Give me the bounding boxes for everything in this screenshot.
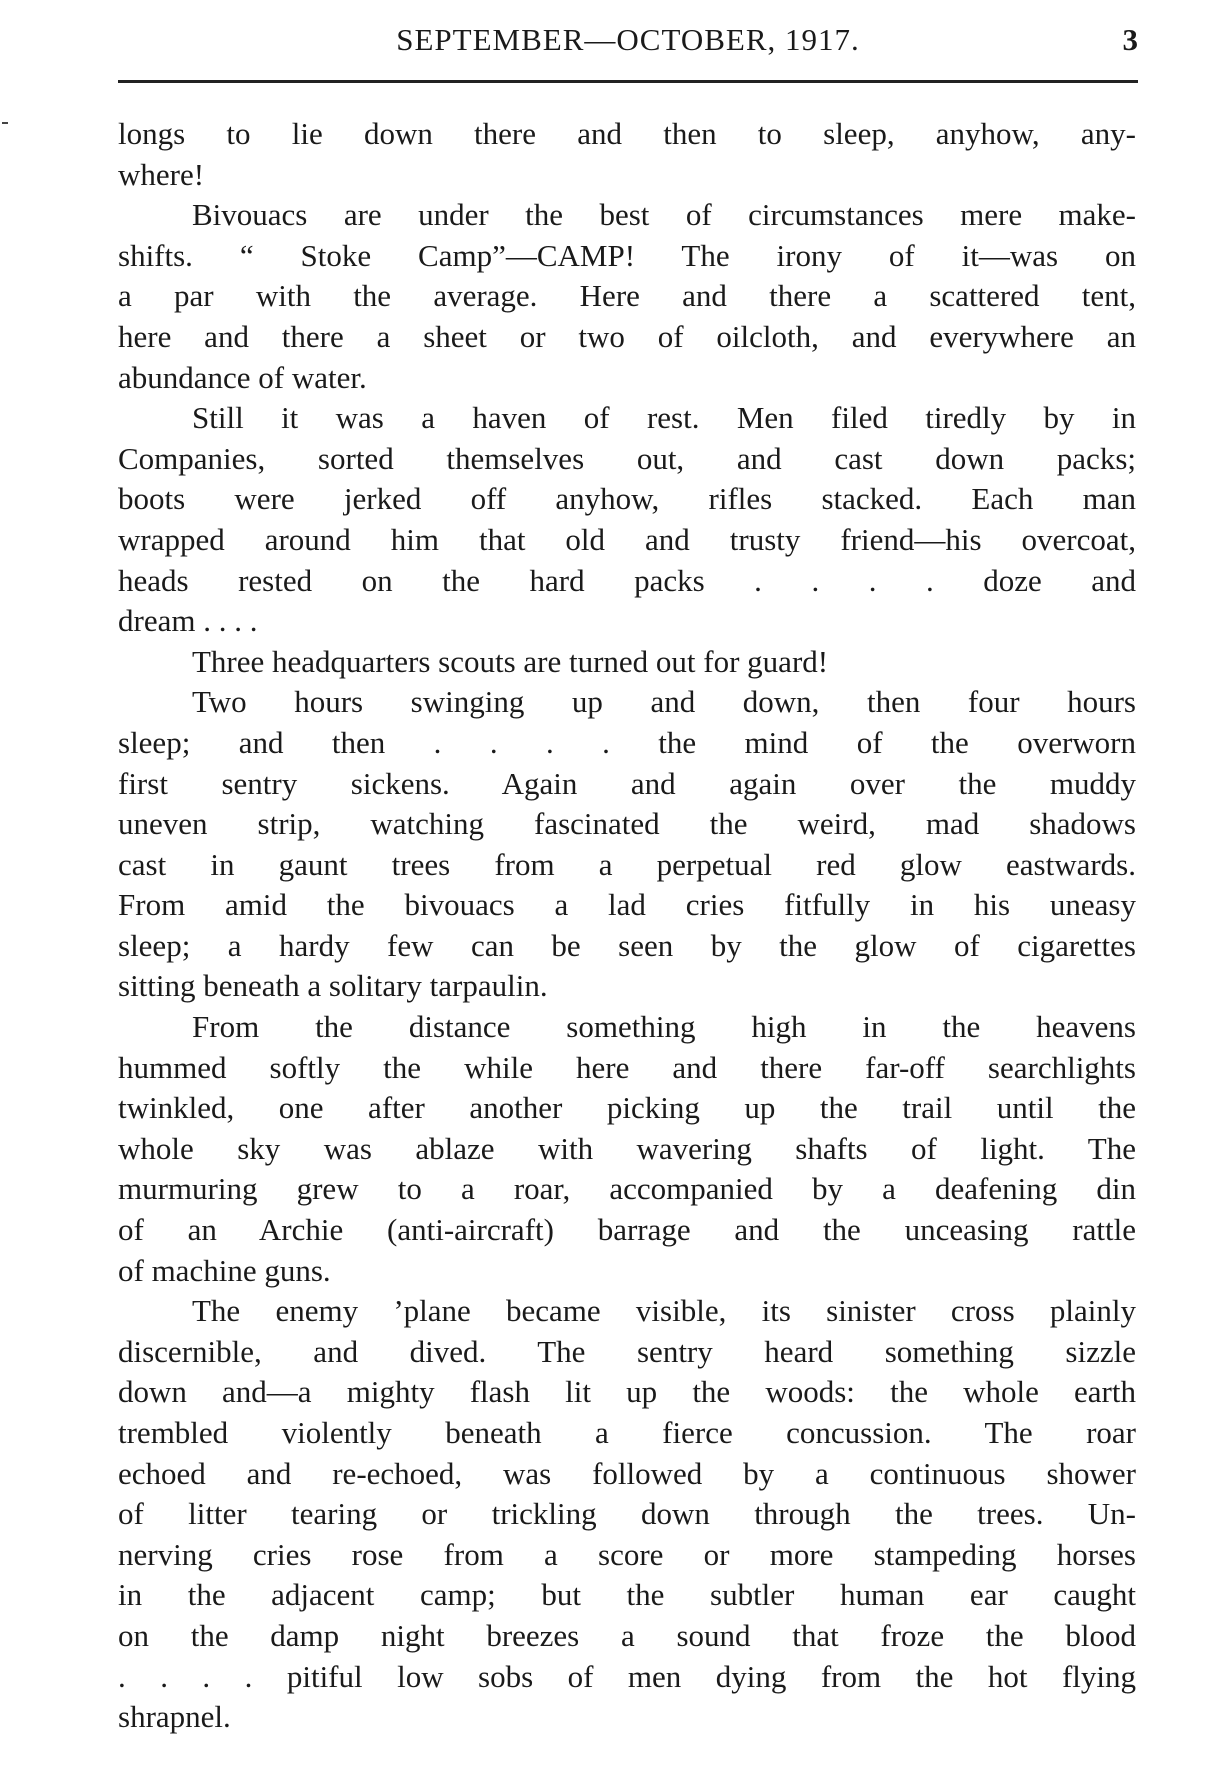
text-line: sleep; a hardy few can be seen by the glow of cigarettes xyxy=(118,927,1136,963)
running-title: SEPTEMBER—OCTOBER, 1917. xyxy=(396,22,860,57)
text-line: of an Archie (anti-aircraft) barrage and the unceasing rattle xyxy=(118,1212,1136,1248)
text-line: first sentry sickens. Again and again over the muddy xyxy=(118,765,1136,801)
text-line: . . . . pitiful low sobs of men dying from the hot flying xyxy=(118,1658,1136,1694)
text-line: Bivouacs are under the best of circumstances mere make- xyxy=(192,197,1136,233)
text-line: of litter tearing or trickling down through the trees. Un- xyxy=(118,1496,1136,1532)
text-line: longs to lie down there and then to sleep, anyhow, any- xyxy=(118,116,1136,151)
margin-tick-mark xyxy=(2,122,8,124)
text-line: down and—a mighty flash lit up the woods: the whole earth xyxy=(118,1374,1136,1410)
text-line: sitting beneath a solitary tarpaulin. xyxy=(118,968,548,1004)
text-line: Companies, sorted themselves out, and cast down packs; xyxy=(118,440,1136,476)
text-line: of machine guns. xyxy=(118,1252,331,1288)
text-line: Three headquarters scouts are turned out for guard! xyxy=(192,643,829,679)
text-line: heads rested on the hard packs . . . . doze and xyxy=(118,562,1136,598)
text-line: whole sky was ablaze with wavering shafts of light. The xyxy=(118,1130,1136,1166)
running-header xyxy=(118,22,1138,62)
text-line: dream . . . . xyxy=(118,603,258,639)
text-line: From the distance something high in the heavens xyxy=(192,1009,1136,1045)
body-text xyxy=(118,114,1136,1738)
text-line: in the adjacent camp; but the subtler human ear caught xyxy=(118,1577,1136,1613)
text-line: boots were jerked off anyhow, rifles stacked. Each man xyxy=(118,481,1136,517)
text-line: hummed softly the while here and there far-off searchlights xyxy=(118,1049,1136,1085)
header-rule xyxy=(118,80,1138,83)
text-line: here and there a sheet or two of oilcloth, and everywhere an xyxy=(118,318,1136,354)
text-line: where! xyxy=(118,156,205,192)
text-line: echoed and re-echoed, was followed by a continuous shower xyxy=(118,1455,1136,1491)
text-line: abundance of water. xyxy=(118,359,367,395)
text-line: uneven strip, watching fascinated the weird, mad shadows xyxy=(118,806,1136,842)
text-line: sleep; and then . . . . the mind of the overworn xyxy=(118,724,1136,760)
text-line: on the damp night breezes a sound that froze the blood xyxy=(118,1617,1136,1653)
text-line: Still it was a haven of rest. Men filed tiredly by in xyxy=(192,400,1136,436)
text-line: a par with the average. Here and there a scattered tent, xyxy=(118,278,1136,314)
text-line: murmuring grew to a roar, accompanied by a deafening din xyxy=(118,1171,1136,1207)
text-line: shrapnel. xyxy=(118,1699,231,1735)
text-line: From amid the bivouacs a lad cries fitfully in his uneasy xyxy=(118,887,1136,923)
text-line: The enemy ’plane became visible, its sinister cross plainly xyxy=(192,1293,1136,1329)
text-line: wrapped around him that old and trusty friend—his overcoat, xyxy=(118,521,1136,557)
text-line: twinkled, one after another picking up the trail until the xyxy=(118,1090,1136,1126)
text-line: trembled violently beneath a fierce concussion. The roar xyxy=(118,1415,1136,1450)
text-line: cast in gaunt trees from a perpetual red glow eastwards. xyxy=(118,846,1136,882)
text-line: shifts. “ Stoke Camp”—CAMP! The irony of it—was on xyxy=(118,237,1136,273)
page-number: 3 xyxy=(1122,22,1138,57)
text-line: Two hours swinging up and down, then four hours xyxy=(192,684,1136,720)
text-line: nerving cries rose from a score or more stampeding horses xyxy=(118,1536,1136,1572)
text-line: discernible, and dived. The sentry heard something sizzle xyxy=(118,1333,1136,1369)
